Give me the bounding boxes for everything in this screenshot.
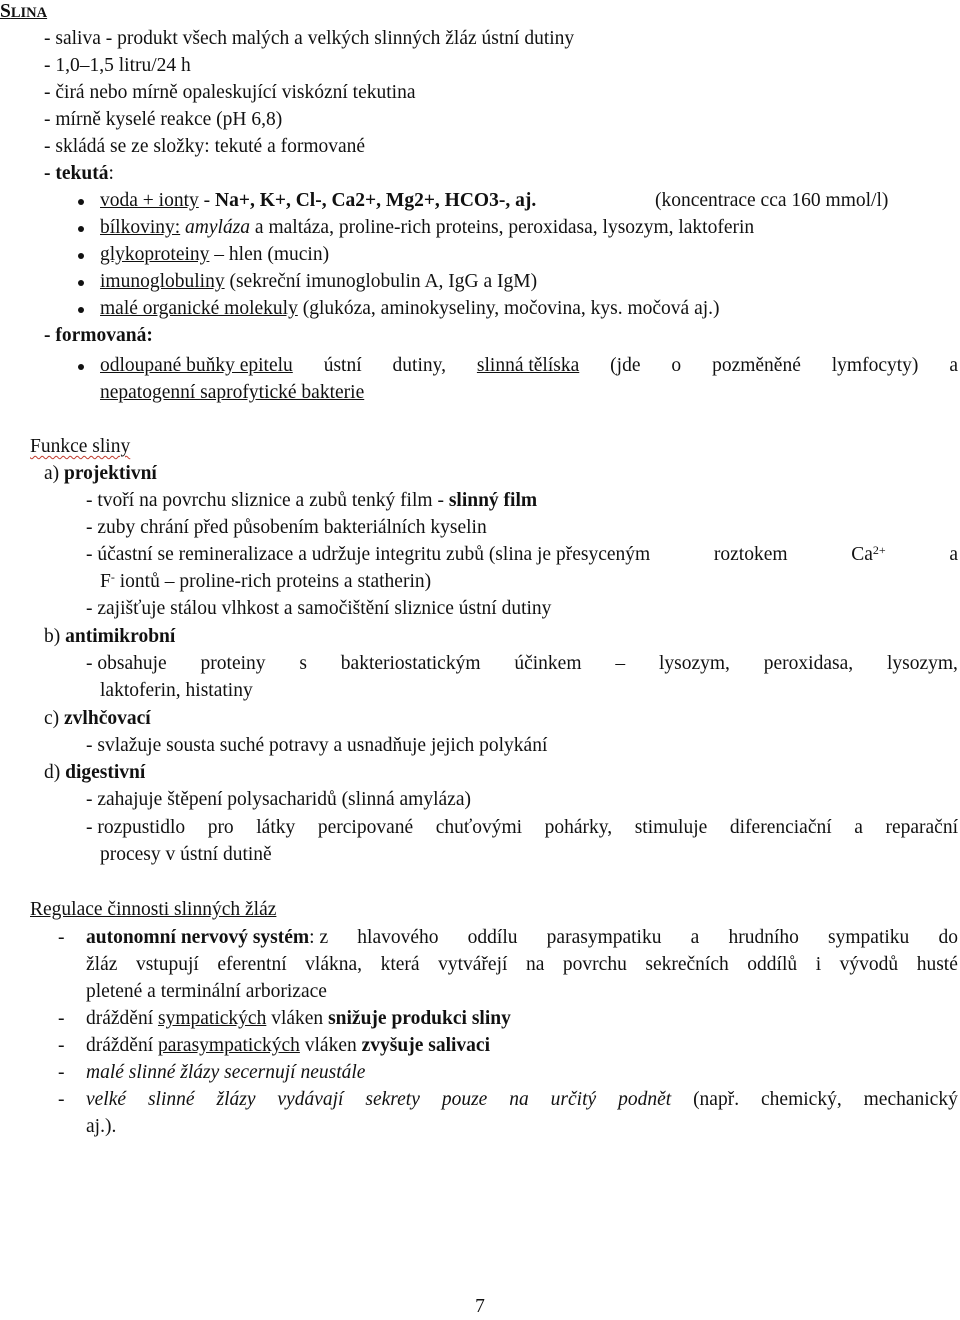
word: husté — [916, 954, 958, 975]
page-title: SLINA — [0, 1, 48, 22]
word: reparační — [885, 817, 958, 838]
tekuta-heading: - tekutá: — [44, 163, 114, 184]
word: bakteriostatickým — [340, 653, 481, 674]
regulace-item: dráždění parasympatických vláken zvyšuje salivaci — [86, 1035, 490, 1056]
slinna-teliska-link[interactable]: slinná tělíska — [476, 355, 580, 376]
word: sekrečních — [645, 954, 729, 975]
funkce-b-heading: b) antimikrobní — [44, 626, 176, 647]
bilkoviny-line: bílkoviny: amyláza a maltáza, proline-rich proteins, peroxidasa, lysozym, laktoferin — [100, 217, 755, 238]
word: vydávají — [277, 1089, 344, 1110]
word: a — [854, 817, 863, 838]
word: a — [949, 544, 958, 565]
regulace-item: malé slinné žlázy secernují neustále — [86, 1062, 366, 1083]
funkce-d-item-cont: procesy v ústní dutině — [100, 844, 272, 865]
word: (např. — [693, 1089, 740, 1110]
word: do — [938, 927, 958, 948]
word: i — [815, 954, 822, 975]
word: chemický, — [761, 1089, 842, 1110]
glykoproteiny-line: glykoproteiny – hlen (mucin) — [100, 244, 330, 265]
word: pohárky, — [544, 817, 613, 838]
funkce-c-heading: c) zvlhčovací — [44, 708, 151, 729]
word: vytvářejí — [438, 954, 508, 975]
koncentrace-text: (koncentrace cca 160 mmol/l) — [655, 190, 889, 211]
regulace-dash: - — [58, 927, 65, 948]
bullet-icon — [78, 199, 84, 205]
voda-link[interactable]: voda + ionty — [100, 190, 199, 211]
word: sympatiku — [828, 927, 910, 948]
male-molekuly-link[interactable]: malé organické molekuly — [100, 298, 298, 319]
regulace-item-cont: aj.). — [86, 1116, 117, 1137]
regulace-dash: - — [58, 1008, 65, 1029]
bunky-epitelu-link[interactable]: odloupané buňky epitelu — [100, 355, 293, 376]
word: autonomní nervový systém: z — [86, 927, 329, 948]
regulace-heading: Regulace činnosti slinných žláz — [30, 899, 277, 920]
funkce-b-item — [86, 650, 958, 677]
word: žlázy — [216, 1089, 256, 1110]
word: účinkem — [514, 653, 582, 674]
imunoglobuliny-link[interactable]: imunoglobuliny — [100, 271, 225, 292]
word: na — [509, 1089, 529, 1110]
funkce-a-item: - zuby chrání před působením bakteriálních kyselin — [86, 517, 487, 538]
regulace-dash: - — [58, 1062, 65, 1083]
word: pozměněné — [712, 355, 801, 376]
imunoglobuliny-line: imunoglobuliny (sekreční imunoglobulin A, IgG a IgM) — [100, 271, 538, 292]
bilkoviny-link[interactable]: bílkoviny: — [100, 217, 181, 238]
bakterie-link[interactable]: nepatogenní saprofytické bakterie — [100, 382, 365, 403]
formovana-line — [100, 352, 958, 379]
word: slinné — [147, 1089, 195, 1110]
word: s — [299, 653, 307, 674]
glykoproteiny-link[interactable]: glykoproteiny — [100, 244, 210, 265]
word: – — [615, 653, 626, 674]
funkce-d-item — [86, 814, 958, 841]
voda-ionty-line: voda + ionty - Na+, K+, Cl-, Ca2+, Mg2+, HCO3-, aj. — [100, 190, 537, 211]
word: pouze — [441, 1089, 488, 1110]
word: hrudního — [728, 927, 799, 948]
word: stimuluje — [634, 817, 708, 838]
word: - rozpustidlo — [86, 817, 186, 838]
word: která — [380, 954, 420, 975]
bullet-icon — [78, 364, 84, 370]
word: pro — [207, 817, 234, 838]
funkce-b-item-cont: laktoferin, histatiny — [100, 680, 253, 701]
word: chuťovými — [435, 817, 523, 838]
page-number: 7 — [475, 1296, 485, 1317]
word: - účastní se remineralizace a udržuje integritu zubů (slina je přesyceným — [86, 544, 651, 565]
funkce-heading: Funkce sliny — [30, 436, 131, 457]
word: velké — [86, 1089, 127, 1110]
word: eferentní — [217, 954, 287, 975]
bakterie-line — [100, 379, 364, 406]
word: roztokem — [713, 544, 788, 565]
word: podnět — [618, 1089, 672, 1110]
funkce-a-item: - tvoří na povrchu sliznice a zubů tenký film - slinný film — [86, 490, 538, 511]
funkce-a-item: - zajišťuje stálou vlhkost a samočištění sliznice ústní dutiny — [86, 598, 552, 619]
word: žláz — [86, 954, 118, 975]
parasympatickych-link[interactable]: parasympatických — [158, 1035, 300, 1056]
intro-line: - čirá nebo mírně opaleskující viskózní tekutina — [44, 82, 416, 103]
word: oddílů — [747, 954, 798, 975]
regulace-item — [86, 924, 958, 951]
word: mechanický — [863, 1089, 958, 1110]
word: vlákna, — [305, 954, 363, 975]
funkce-a-item-cont: F- iontů – proline-rich proteins a statherin) — [100, 570, 432, 592]
regulace-item-cont — [86, 951, 958, 978]
word: - obsahuje — [86, 653, 167, 674]
word: o — [671, 355, 682, 376]
word: ústní — [323, 355, 362, 376]
word: určitý — [550, 1089, 597, 1110]
intro-line: - skládá se ze složky: tekuté a formované — [44, 136, 366, 157]
word: parasympatiku — [546, 927, 662, 948]
word: vstupují — [135, 954, 199, 975]
word: a — [949, 355, 958, 376]
word: diferenciační — [729, 817, 832, 838]
regulace-item — [86, 1086, 958, 1113]
word: lysozym, — [886, 653, 958, 674]
sympatickych-link[interactable]: sympatických — [158, 1008, 267, 1029]
word: sekrety — [365, 1089, 420, 1110]
bullet-icon — [78, 253, 84, 259]
regulace-dash: - — [58, 1035, 65, 1056]
bullet-icon — [78, 226, 84, 232]
male-molekuly-line: malé organické molekuly (glukóza, aminokyseliny, močovina, kys. močová aj.) — [100, 298, 720, 319]
word: lymfocyty) — [831, 355, 919, 376]
word: oddílu — [467, 927, 518, 948]
funkce-a-item — [86, 541, 958, 568]
word: $Ca^{2+}$ — [851, 543, 886, 565]
funkce-c-item: - svlažuje sousta suché potravy a usnadňuje jejich polykání — [86, 735, 548, 756]
word: na — [525, 954, 545, 975]
intro-line: - mírně kyselé reakce (pH 6,8) — [44, 109, 283, 130]
word: proteiny — [200, 653, 266, 674]
word: lysozym, — [658, 653, 730, 674]
bullet-icon — [78, 307, 84, 313]
regulace-item-cont: pletené a terminální arborizace — [86, 981, 327, 1002]
intro-line: - saliva - produkt všech malých a velkých slinných žláz ústní dutiny — [44, 28, 575, 49]
word: percipované — [317, 817, 414, 838]
word: a — [690, 927, 700, 948]
formovana-heading: - formovaná: — [44, 325, 153, 346]
intro-line: - 1,0–1,5 litru/24 h — [44, 55, 191, 76]
word: (jde — [610, 355, 641, 376]
word: látky — [256, 817, 296, 838]
regulace-dash: - — [58, 1089, 65, 1110]
funkce-d-heading: d) digestivní — [44, 762, 146, 783]
word: hlavového — [357, 927, 439, 948]
funkce-d-item: - zahajuje štěpení polysacharidů (slinná amyláza) — [86, 789, 471, 810]
word: vývodů — [839, 954, 899, 975]
word: peroxidasa, — [763, 653, 854, 674]
word: dutiny, — [392, 355, 446, 376]
regulace-item: dráždění sympatických vláken snižuje produkci sliny — [86, 1008, 511, 1029]
word: povrchu — [562, 954, 627, 975]
funkce-a-heading: a) projektivní — [44, 463, 157, 484]
bullet-icon — [78, 280, 84, 286]
